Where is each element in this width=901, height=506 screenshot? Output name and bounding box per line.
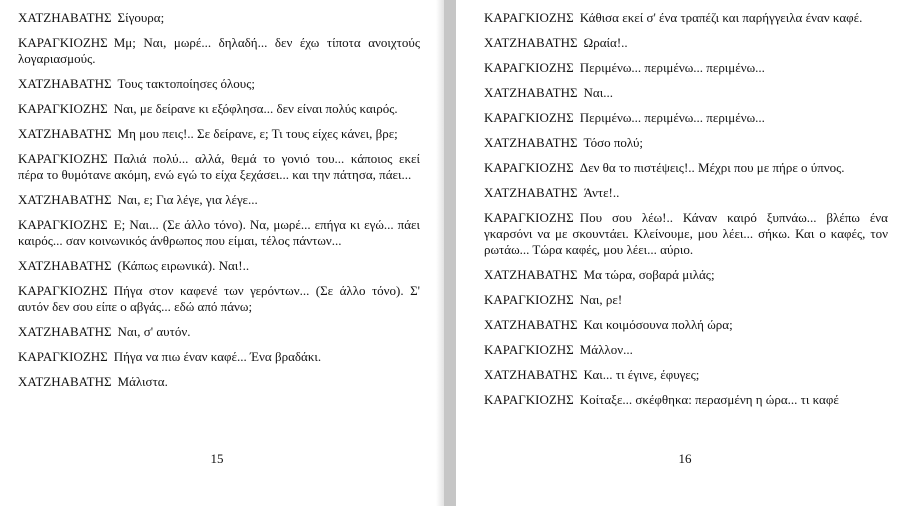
dialogue-line xyxy=(484,10,888,26)
dialogue-text: Ναι... xyxy=(583,85,613,100)
speaker-name: ΚΑΡΑΓΚΙΟΖΗΣ xyxy=(484,292,574,307)
speaker-name: ΚΑΡΑΓΚΙΟΖΗΣ xyxy=(18,217,108,232)
speaker-name: ΧΑΤΖΗΑΒΑΤΗΣ xyxy=(484,185,578,200)
dialogue-line xyxy=(18,101,420,117)
dialogue-text: Δεν θα το πιστέψεις!.. Μέχρι που με πήρε ο ύπνος. xyxy=(579,160,845,175)
speaker-name: ΚΑΡΑΓΚΙΟΖΗΣ xyxy=(18,35,108,50)
dialogue-line xyxy=(484,392,888,408)
speaker-name: ΚΑΡΑΓΚΙΟΖΗΣ xyxy=(18,101,108,116)
dialogue-line xyxy=(18,10,420,26)
speaker-name: ΧΑΤΖΗΑΒΑΤΗΣ xyxy=(484,317,578,332)
dialogue-text: Και... τι έγινε, έφυγες; xyxy=(583,367,700,382)
speaker-name: ΚΑΡΑΓΚΙΟΖΗΣ xyxy=(484,60,574,75)
speaker-name: ΚΑΡΑΓΚΙΟΖΗΣ xyxy=(18,283,108,298)
dialogue-text: Κοίταξε... σκέφθηκα: περασμένη η ώρα... τι καφέ xyxy=(579,392,839,407)
speaker-name: ΚΑΡΑΓΚΙΟΖΗΣ xyxy=(484,210,574,225)
page-15 xyxy=(0,0,444,506)
dialogue-text: Ωραία!.. xyxy=(583,35,628,50)
dialogue-text: Μμ; Ναι, μωρέ... δηλαδή... δεν έχω τίποτα ανοιχτούς λογαριασμούς. xyxy=(18,35,420,66)
speaker-name: ΧΑΤΖΗΑΒΑΤΗΣ xyxy=(18,324,112,339)
speaker-name: ΧΑΤΖΗΑΒΑΤΗΣ xyxy=(18,10,112,25)
dialogue-line xyxy=(18,192,420,208)
dialogue-text: Άντε!.. xyxy=(583,185,620,200)
dialogue-text: Σίγουρα; xyxy=(117,10,165,25)
speaker-name: ΧΑΤΖΗΑΒΑΤΗΣ xyxy=(484,135,578,150)
dialogue-line xyxy=(18,283,420,315)
speaker-name: ΧΑΤΖΗΑΒΑΤΗΣ xyxy=(484,35,578,50)
dialogue-text: Περιμένω... περιμένω... περιμένω... xyxy=(579,60,765,75)
speaker-name: ΧΑΤΖΗΑΒΑΤΗΣ xyxy=(18,126,112,141)
dialogue-line xyxy=(18,374,420,390)
dialogue-text: Πήγα στον καφενέ των γερόντων... (Σε άλλο τόνο). Σ' αυτόν δεν σου είπε ο αβγάς... εδώ από πάνω; xyxy=(18,283,420,314)
dialogue-text: (Κάπως ειρωνικά). Ναι!.. xyxy=(117,258,250,273)
speaker-name: ΚΑΡΑΓΚΙΟΖΗΣ xyxy=(484,392,574,407)
speaker-name: ΧΑΤΖΗΑΒΑΤΗΣ xyxy=(484,267,578,282)
page-16 xyxy=(456,0,901,506)
dialogue-line xyxy=(18,258,420,274)
dialogue-line xyxy=(18,35,420,67)
dialogue-line xyxy=(18,217,420,249)
dialogue-text: Τόσο πολύ; xyxy=(583,135,644,150)
speaker-name: ΚΑΡΑΓΚΙΟΖΗΣ xyxy=(484,110,574,125)
page-number: 15 xyxy=(210,451,224,466)
speaker-name: ΚΑΡΑΓΚΙΟΖΗΣ xyxy=(18,151,108,166)
speaker-name: ΚΑΡΑΓΚΙΟΖΗΣ xyxy=(484,160,574,175)
dialogue-text: Μα τώρα, σοβαρά μιλάς; xyxy=(583,267,715,282)
speaker-name: ΧΑΤΖΗΑΒΑΤΗΣ xyxy=(18,258,112,273)
dialogue-text: Μάλιστα. xyxy=(117,374,168,389)
page-text-block xyxy=(18,10,420,399)
dialogue-line xyxy=(18,324,420,340)
dialogue-line xyxy=(484,367,888,383)
dialogue-text: Ναι, ε; Για λέγε, για λέγε... xyxy=(117,192,258,207)
speaker-name: ΧΑΤΖΗΑΒΑΤΗΣ xyxy=(18,76,112,91)
dialogue-text: Περιμένω... περιμένω... περιμένω... xyxy=(579,110,765,125)
dialogue-line xyxy=(484,185,888,201)
speaker-name: ΧΑΤΖΗΑΒΑΤΗΣ xyxy=(18,374,112,389)
dialogue-text: Που σου λέω!.. Κάναν καιρό ξυπνάω... βλέπω ένα γκαρσόνι να με σκουντάει. Κλείνουμε, μου λέει... σήκω. Και ο καφές, τον ρωτάω... Τώρα καφές, μου λέει... αύριο. xyxy=(484,210,888,257)
dialogue-line xyxy=(484,317,888,333)
dialogue-text: Τους τακτοποίησες όλους; xyxy=(117,76,255,91)
speaker-name: ΚΑΡΑΓΚΙΟΖΗΣ xyxy=(18,349,108,364)
page-number: 16 xyxy=(678,451,692,466)
speaker-name: ΧΑΤΖΗΑΒΑΤΗΣ xyxy=(18,192,112,207)
dialogue-line xyxy=(484,292,888,308)
dialogue-line xyxy=(484,160,888,176)
dialogue-line xyxy=(484,60,888,76)
dialogue-text: Μη μου πεις!.. Σε δείρανε, ε; Τι τους είχες κάνει, βρε; xyxy=(117,126,398,141)
dialogue-line xyxy=(18,349,420,365)
dialogue-line xyxy=(484,342,888,358)
dialogue-line xyxy=(484,210,888,258)
dialogue-line xyxy=(484,110,888,126)
dialogue-text: Κάθισα εκεί σ' ένα τραπέζι και παρήγγειλα έναν καφέ. xyxy=(579,10,863,25)
dialogue-line xyxy=(484,85,888,101)
speaker-name: ΧΑΤΖΗΑΒΑΤΗΣ xyxy=(484,85,578,100)
dialogue-line xyxy=(484,135,888,151)
gutter-shadow xyxy=(436,0,444,506)
dialogue-line xyxy=(18,76,420,92)
dialogue-line xyxy=(18,151,420,183)
dialogue-text: Ε; Ναι... (Σε άλλο τόνο). Να, μωρέ... επήγα κι εγώ... πάει καιρός... σαν κοινωνικός άνθρωπος που είμαι, τέλος πάντων... xyxy=(18,217,420,248)
dialogue-text: Παλιά πολύ... αλλά, θεμά το γονιό του... κάποιος εκεί πέρα το θυμότανε ακόμη, ενώ εγώ το είχα ξεχάσει... και την πάτησα, πάει... xyxy=(18,151,420,182)
dialogue-text: Μάλλον... xyxy=(579,342,633,357)
speaker-name: ΧΑΤΖΗΑΒΑΤΗΣ xyxy=(484,367,578,382)
dialogue-text: Και κοιμόσουνα πολλή ώρα; xyxy=(583,317,733,332)
dialogue-line xyxy=(18,126,420,142)
dialogue-text: Πήγα να πιω έναν καφέ... Ένα βραδάκι. xyxy=(113,349,322,364)
dialogue-text: Ναι, με δείρανε κι εξόφλησα... δεν είναι πολύς καιρός. xyxy=(113,101,398,116)
page-text-block xyxy=(484,10,888,417)
dialogue-line xyxy=(484,267,888,283)
dialogue-line xyxy=(484,35,888,51)
dialogue-text: Ναι, σ' αυτόν. xyxy=(117,324,191,339)
speaker-name: ΚΑΡΑΓΚΙΟΖΗΣ xyxy=(484,342,574,357)
dialogue-text: Ναι, ρε! xyxy=(579,292,623,307)
speaker-name: ΚΑΡΑΓΚΙΟΖΗΣ xyxy=(484,10,574,25)
